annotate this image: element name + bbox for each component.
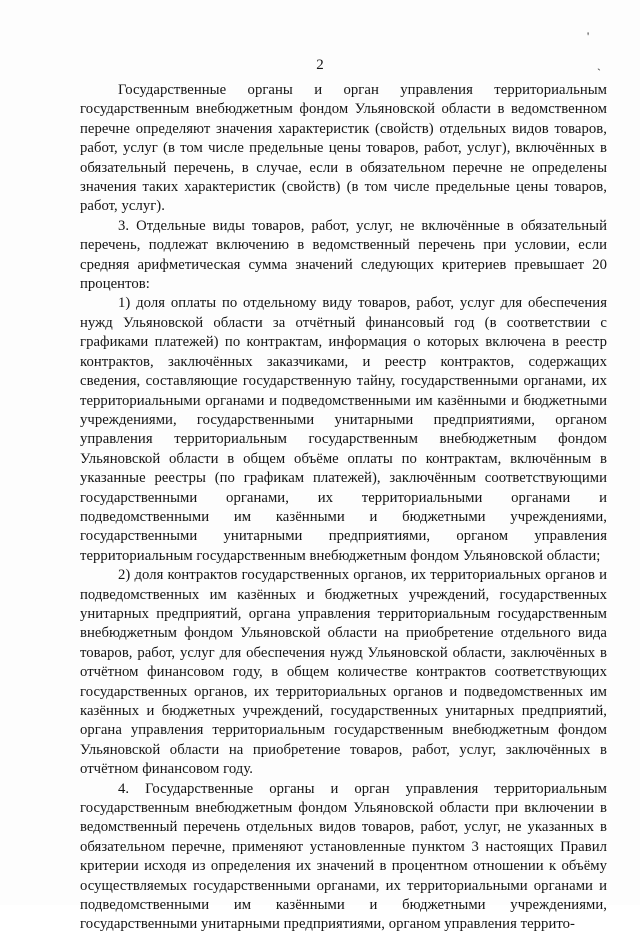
paragraph: 3. Отдельные виды товаров, работ, услуг, не включённые в обязательный перечень, подлежат включению в ведомственный перечень при условии, если средняя арифметическая сумма значений следующих критериев превышает 20 процентов: [80, 217, 607, 293]
paragraph: 2) доля контрактов государственных органов, их территориальных органов и подведомственных им казённых и бюджетных учреждений, государственных унитарных предприятий, органа управления территориальным государственным внебюджетным фондом Ульяновской области на приобретение отдельного вида товаров, работ, услуг для обеспечения нужд Ульяновской области, заключённых в отчётном финансовом году, в общем количестве контрактов соответствующих государственных органов, их территориальных органов и подведомственных им казённых и бюджетных учреждений, государственных унитарных предприятий, органа управления территориальным государственным внебюджетным фондом Ульяновской области на приобретение товаров, работ, услуг, заключённых в отчётном финансовом году. [80, 567, 607, 778]
page-number: 2 [316, 57, 324, 73]
paragraph: Государственные органы и орган управления территориальным государственным внебюджетным фондом Ульяновской области в ведомственном перечне определяют значения характеристик (свойств) отдельных видов товаров, работ, услуг (в том числе предельные цены товаров, работ, услуг), включённых в обязательный перечень, в случае, если в обязательном перечне не определены значения таких характеристик (свойств) (в том числе предельные цены товаров, работ, услуг). [80, 82, 607, 215]
scan-mark: ` [597, 66, 601, 80]
scan-mark: ' [587, 29, 590, 43]
paragraph: 1) доля оплаты по отдельному виду товаров, работ, услуг для обеспечения нужд Ульяновской области за отчётный финансовый год (в соответствии с графиками платежей) по контрактам, информация о которых включена в реестр контрактов, заключённых заказчиками, и реестр контрактов, содержащих сведения, составляющие государственную тайну, государственными органами, их территориальными органами и подведомственными им казёнными и бюджетными учреждениями, государственными унитарными предприятиями, органом управления территориальным государственным внебюджетным фондом Ульяновской области в общем объёме оплаты по контрактам, включённым в указанные реестры (по графикам платежей), заключённым соответствующими государственными органами, их территориальными органами и подведомственными им казёнными и бюджетными учреждениями, государственными унитарными предприятиями, органом управления территориальным государственным внебюджетным фондом Ульяновской области; [80, 295, 607, 564]
paragraph: 4. Государственные органы и орган управления территориальным государственным внебюджетным фондом Ульяновской области при включении в ведомственный перечень отдельных видов товаров, работ, услуг, не указанных в обязательном перечне, применяют установленные пунктом 3 настоящих Правил критерии исходя из определения их значений в процентном отношении к объёму осуществляемых государственными органами, их территориальными органами и подведомственными им казёнными и бюджетными учреждениями, государственными унитарными предприятиями, органом управления террито- [80, 780, 607, 933]
document-body [80, 81, 607, 935]
